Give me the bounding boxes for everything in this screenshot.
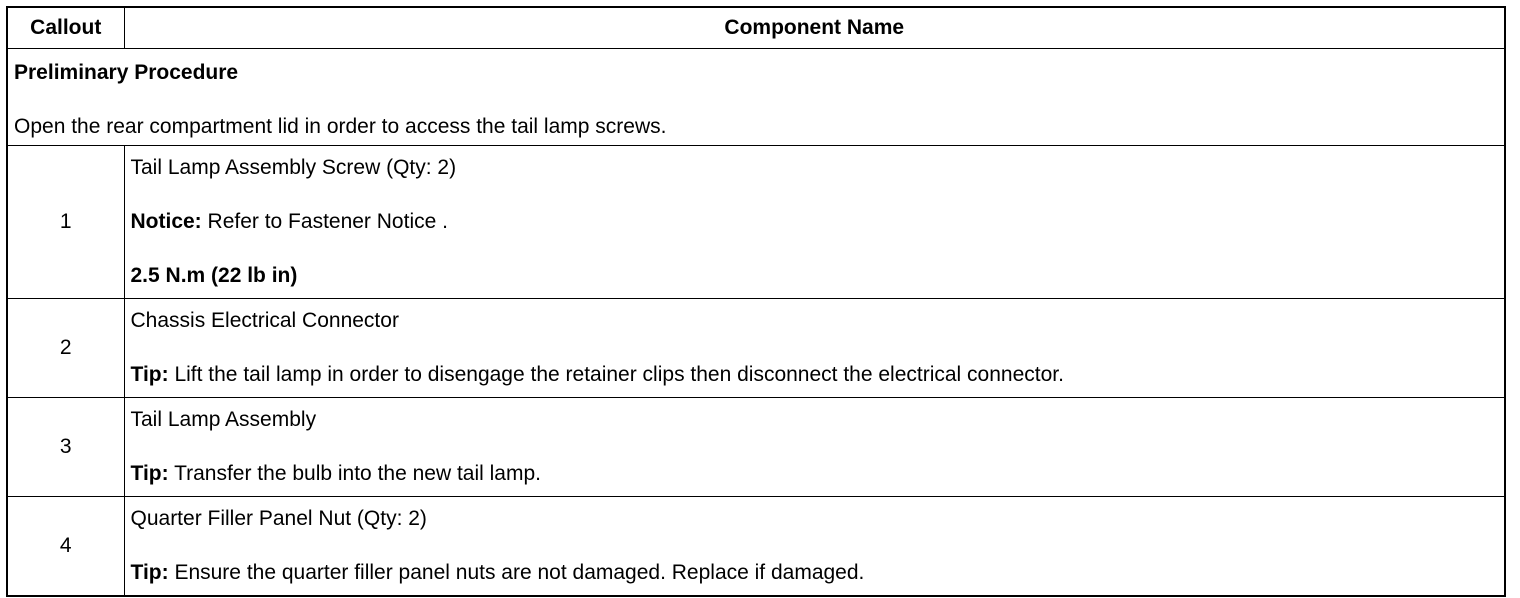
header-component-name: Component Name bbox=[124, 7, 1505, 49]
preliminary-cell bbox=[7, 49, 1505, 146]
callout-number: 2 bbox=[7, 299, 124, 398]
table-row bbox=[7, 146, 1505, 299]
torque-spec: 2.5 N.m (22 lb in) bbox=[130, 264, 298, 287]
table-row bbox=[7, 299, 1505, 398]
procedure-table-container bbox=[6, 6, 1506, 597]
component-cell bbox=[124, 497, 1505, 597]
procedure-table bbox=[6, 6, 1506, 597]
preliminary-row bbox=[7, 49, 1505, 146]
table-row bbox=[7, 398, 1505, 497]
note-text: Ensure the quarter filler panel nuts are not damaged. Replace if damaged. bbox=[168, 561, 865, 584]
component-cell bbox=[124, 398, 1505, 497]
note-label: Tip: bbox=[130, 363, 169, 386]
note-text: Transfer the bulb into the new tail lamp. bbox=[168, 462, 541, 485]
component-name: Tail Lamp Assembly bbox=[130, 408, 317, 431]
header-callout: Callout bbox=[7, 7, 124, 49]
note-text: Lift the tail lamp in order to disengage the retainer clips then disconnect the electrical connector. bbox=[168, 363, 1064, 386]
note-label: Tip: bbox=[130, 561, 169, 584]
component-name: Quarter Filler Panel Nut (Qty: 2) bbox=[130, 507, 427, 530]
note-label: Notice: bbox=[130, 210, 202, 233]
preliminary-title: Preliminary Procedure bbox=[14, 61, 239, 84]
note-text: Refer to Fastener Notice . bbox=[201, 210, 448, 233]
component-name: Chassis Electrical Connector bbox=[130, 309, 399, 332]
callout-number: 1 bbox=[7, 146, 124, 299]
preliminary-text: Open the rear compartment lid in order to access the tail lamp screws. bbox=[14, 115, 667, 138]
table-header-row bbox=[7, 7, 1505, 49]
component-name: Tail Lamp Assembly Screw (Qty: 2) bbox=[130, 156, 457, 179]
component-cell bbox=[124, 146, 1505, 299]
callout-number: 3 bbox=[7, 398, 124, 497]
table-row bbox=[7, 497, 1505, 597]
note-label: Tip: bbox=[130, 462, 169, 485]
callout-number: 4 bbox=[7, 497, 124, 597]
component-cell bbox=[124, 299, 1505, 398]
